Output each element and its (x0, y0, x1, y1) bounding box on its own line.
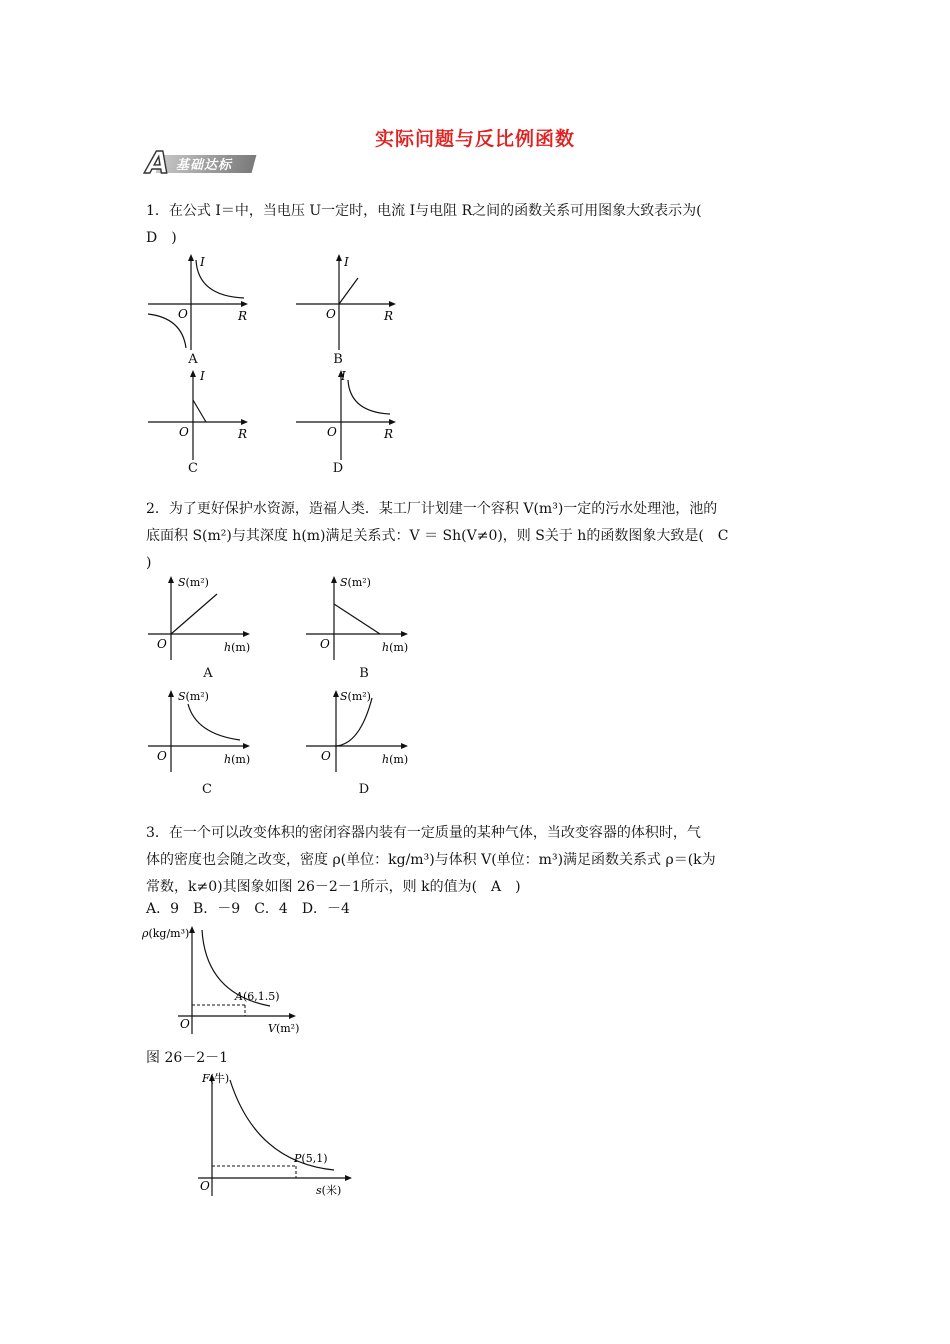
y-label: ρ(kg/m³) (142, 927, 190, 940)
badge-letter: A (146, 146, 170, 181)
origin-label: O (180, 1017, 190, 1031)
badge-label: 基础达标 (176, 158, 233, 173)
q3-options: A．9 B．－9 C．4 D．－4 (146, 901, 350, 917)
q3-line-2: 体的密度也会随之改变，密度 ρ(单位：kg/m³)与体积 V(单位：m³)满足函数关系式 ρ＝(k为 (146, 852, 716, 868)
q3-figure-caption: 图 26－2－1 (146, 1050, 229, 1066)
q3-line-1: 3．在一个可以改变体积的密闭容器内装有一定质量的某种气体，当改变容器的体积时，气 (146, 825, 701, 841)
origin-label: O (200, 1179, 210, 1193)
q1-graph-d (294, 368, 404, 462)
x-label: h(m) (382, 641, 409, 654)
point-label: A(6,1.5) (235, 990, 280, 1003)
x-label: h(m) (224, 641, 251, 654)
x-label: R (238, 309, 248, 323)
q4-graph (196, 1068, 366, 1200)
y-label: I (341, 369, 346, 383)
y-label: S(m²) (178, 576, 209, 589)
q2-caption-a: A (203, 666, 213, 681)
origin-label: O (157, 637, 167, 651)
x-label: R (238, 427, 248, 441)
origin-label: O (326, 307, 336, 321)
q2-caption-b: B (359, 666, 369, 681)
q3-graph (140, 924, 310, 1036)
q2-line-2: 底面积 S(m²)与其深度 h(m)满足关系式：V ＝ Sh(V≠0)，则 S关于 h的函数图象大致是( C (146, 528, 729, 544)
q1-caption-a: A (188, 352, 198, 367)
q2-graph-d (304, 688, 414, 774)
x-label: h(m) (224, 753, 251, 766)
q2-graph-a (146, 574, 256, 664)
y-label: I (200, 369, 205, 383)
q1-stem: 1．在公式 I＝中，当电压 U一定时，电流 I与电阻 R之间的函数关系可用图象大致表示为( (146, 203, 702, 219)
x-label: R (384, 427, 394, 441)
q1-caption-d: D (332, 461, 344, 476)
section-badge (146, 146, 254, 181)
x-label: V(m²) (268, 1022, 300, 1035)
q2-graph-b (304, 574, 414, 664)
q1-text (146, 198, 816, 252)
origin-label: O (179, 425, 189, 439)
q1-caption-b: B (333, 352, 343, 367)
y-label: I (200, 255, 205, 269)
q2-line-1: 2．为了更好保护水资源，造福人类．某工厂计划建一个容积 V(m³)一定的污水处理池，池的 (146, 501, 718, 517)
q2-text (146, 496, 816, 577)
point-label: P(5,1) (294, 1152, 328, 1165)
q1-graph-b (294, 252, 404, 354)
x-label: s(米) (316, 1184, 342, 1197)
origin-label: O (320, 637, 330, 651)
page-title: 实际问题与反比例函数 (374, 128, 575, 150)
x-label: h(m) (382, 753, 409, 766)
origin-label: O (178, 307, 188, 321)
q2-caption-d: D (358, 782, 370, 797)
q1-graph-c (146, 368, 256, 462)
y-label: S(m²) (178, 690, 209, 703)
q1-answer: D ) (146, 230, 177, 246)
q2-caption-c: C (202, 782, 212, 797)
q2-graph-c (146, 688, 256, 774)
q2-line-3: ) (146, 555, 152, 571)
y-label: S(m²) (340, 690, 371, 703)
q3-text (146, 820, 816, 901)
y-label: F(牛) (202, 1072, 230, 1085)
origin-label: O (157, 749, 167, 763)
y-label: S(m²) (340, 576, 371, 589)
y-label: I (344, 255, 349, 269)
origin-label: O (321, 749, 331, 763)
q1-caption-c: C (188, 461, 198, 476)
x-label: R (384, 309, 394, 323)
q1-graph-a (146, 252, 256, 354)
q3-line-3: 常数，k≠0)其图象如图 26－2－1所示，则 k的值为( A ) (146, 879, 521, 895)
origin-label: O (327, 425, 337, 439)
